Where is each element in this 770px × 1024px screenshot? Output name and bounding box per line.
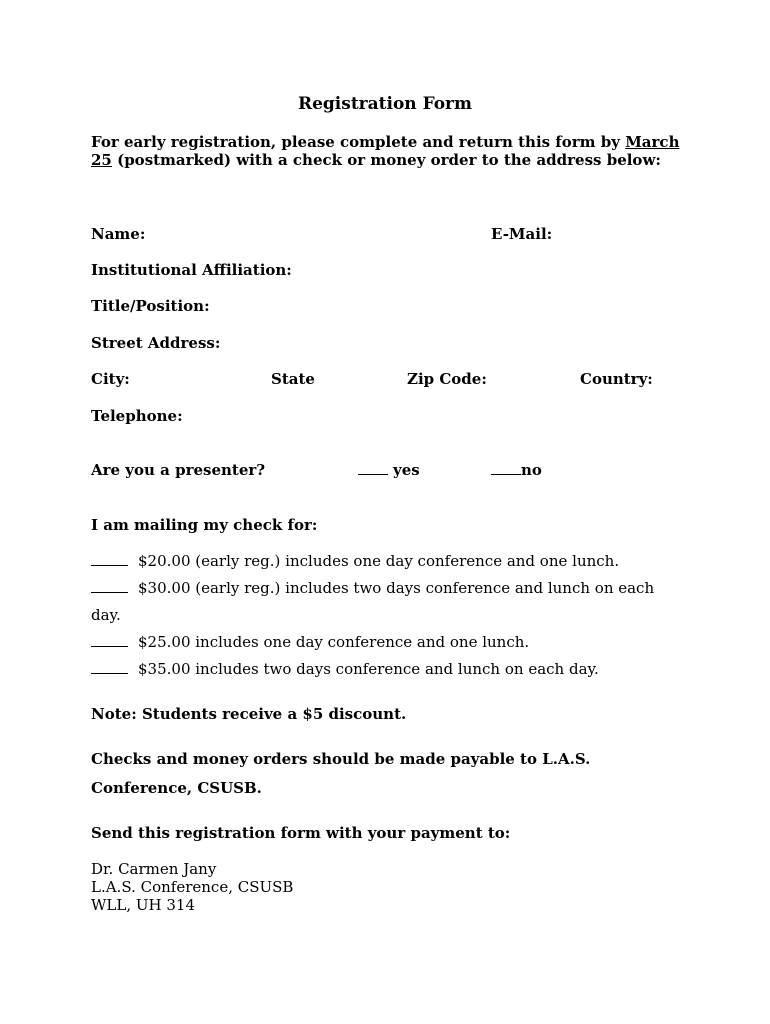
fee-option-2-blank[interactable] (91, 592, 128, 593)
zip-code-label: Zip Code: (407, 370, 487, 388)
fee-option-1-text: $20.00 (early reg.) includes one day conference and one lunch. (138, 552, 620, 570)
address-line-3: WLL, UH 314 (91, 896, 195, 914)
fee-option-3-blank[interactable] (91, 646, 128, 647)
presenter-yes-option[interactable] (358, 461, 420, 479)
payable-line-1: Checks and money orders should be made payable to L.A.S. (91, 750, 591, 768)
affiliation-label: Institutional Affiliation: (91, 261, 292, 279)
country-label: Country: (580, 370, 653, 388)
fee-option-4-text: $35.00 includes two days conference and lunch on each day. (138, 660, 599, 678)
fee-option-3[interactable] (91, 633, 529, 651)
fee-option-2-wrap: day. (91, 606, 121, 624)
name-label: Name: (91, 225, 146, 243)
email-label: E-Mail: (491, 225, 553, 243)
street-address-label: Street Address: (91, 334, 221, 352)
fee-option-2[interactable] (91, 579, 654, 597)
fee-option-4[interactable] (91, 660, 599, 678)
mailing-heading: I am mailing my check for: (91, 516, 318, 534)
presenter-question: Are you a presenter? (91, 461, 266, 479)
intro-paragraph (91, 133, 681, 169)
address-line-2: L.A.S. Conference, CSUSB (91, 878, 294, 896)
fee-option-1[interactable] (91, 552, 619, 570)
fee-option-1-blank[interactable] (91, 565, 128, 566)
mailing-address (91, 860, 293, 914)
presenter-no-option[interactable] (491, 461, 542, 479)
telephone-label: Telephone: (91, 407, 183, 425)
city-label: City: (91, 370, 130, 388)
intro-text-1: For early registration, please complete and return this form by (91, 133, 626, 151)
page-title: Registration Form (297, 94, 473, 114)
presenter-no-label: no (521, 461, 542, 479)
presenter-yes-label: yes (393, 461, 420, 479)
send-heading: Send this registration form with your payment to: (91, 824, 511, 842)
presenter-yes-blank[interactable] (358, 474, 388, 475)
state-label: State (271, 370, 315, 388)
title-position-label: Title/Position: (91, 297, 210, 315)
fee-option-4-blank[interactable] (91, 673, 128, 674)
fee-option-2-text: $30.00 (early reg.) includes two days conference and lunch on each (138, 579, 655, 597)
address-line-1: Dr. Carmen Jany (91, 860, 217, 878)
fee-option-3-text: $25.00 includes one day conference and one lunch. (138, 633, 530, 651)
intro-text-2: (postmarked) with a check or money order to the address below: (111, 151, 661, 169)
presenter-no-blank[interactable] (491, 474, 521, 475)
payable-line-2: Conference, CSUSB. (91, 779, 262, 797)
student-discount-note: Note: Students receive a $5 discount. (91, 705, 407, 723)
deadline-date: March 25 (91, 133, 680, 169)
